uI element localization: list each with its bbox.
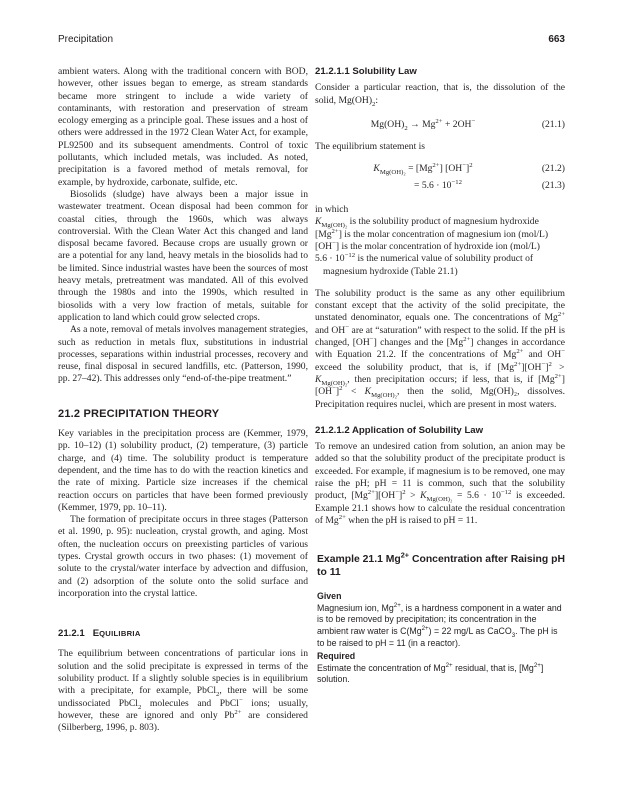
example-body <box>317 591 565 686</box>
definition: $K_{Mg(OH)_2}$ is the solubility product of magnesium hydroxide <box>315 216 539 230</box>
paragraph: To remove an undesired cation from solution, an anion may be added so that the solubility product of the precipitate product is exceeded. For example, if magnesium is to be removed, one may raise the pH; pH = 11 is common, such that the solubility product, $[Mg^{2+}][OH^-]^2 > K_{Mg(OH)_2} = 5.6 \cdot 10^{-12}$ is exceeded. Example 21.1 shows how to calculate the residual concentration of $Mg^{2+}$ when the pH is raised to pH = 11. <box>315 441 566 526</box>
paragraph: The formation of precipitate occurs in three stages (Patterson et al. 1990, p. 95): nucleation, crystal growth, and aging. Most often, the nucleation occurs on preexisting particles of various types. Crystal growth occurs in two phases: (1) movement of solute to the crystal/water interface by advection and diffusion, and (2) adsorption of the solute onto the solid surface and incorporation into the crystal lattice. <box>58 514 308 599</box>
required-label: Required <box>317 651 356 662</box>
running-title: Precipitation <box>58 34 114 45</box>
right-column <box>315 66 565 686</box>
equation-21-2: $K_{Mg(OH)_2} = [Mg^{2+}]$ $[OH^-]^2$ (21.2) <box>373 162 565 177</box>
given-label: Given <box>317 591 342 602</box>
definitions-list <box>315 216 565 277</box>
paragraph: Consider a particular reaction, that is, the dissolution of the solid, $Mg(OH)_2$: <box>315 82 565 108</box>
definition: [OH−] is the molar concentration of hydroxide ion (mol/L) <box>315 239 540 252</box>
paragraph: ambient waters. Along with the traditional concern with BOD, however, other issues began to emerge, as stream standards became more stringent to include a wide variety of contaminants, with restoration and preservation of stream ecology emerging as a principle goal. These issues and a host of others were addressed in the 1972 Clean Water Act, for example, PL92500 and its subsequent amendments. Control of toxic pollutants, which included metals, was included. As noted, precipitation is a favored method of metals removal, for example, by hydroxide, carbonate, sulfide, etc. <box>58 66 308 188</box>
paragraph: The solubility product is the same as any other equilibrium constant except that the activity of the solid precipitate, the unstated denominator, equals one. The concentrations of $Mg^{2+}$ and OH− are at “saturation” with respect to the solid. If the pH is changed, [OH−] changes and the $[Mg^{2+}]$ changes in accordance with Equation 21.2. If the concentrations of $Mg^{2+}$ and OH− exceed the solubility product, that is, if $[Mg^{2+}][OH^-]^2 > K_{Mg(OH)_2}$, then precipitation occurs; if less, that is, if $[Mg^{2+}][OH^-]^2 < K_{Mg(OH)_2}$, then the solid, Mg(OH)₂, dissolves. Precipitation requires nuclei, which are present in most waters. <box>315 287 566 410</box>
subsubsection-heading: 21.2.1.1 Solubility Law <box>315 66 417 77</box>
paragraph: The equilibrium between concentrations of particular ions in solution and the solid precipitate is expressed in terms of the solubility product. If a slightly soluble species is in equilibrium with a precipitate, for example, PbCl$_2$, there will be some undissociated PbCl$_2$ molecules and PbCl− ions; usually, however, these are ignored and only $Pb^{2+}$ are considered (Silberberg, 1996, p. 803). <box>58 648 309 734</box>
paragraph: As a note, removal of metals involves management strategies, such as reduction in metals flux, substitutions in industrial processes, separations within industrial processes, recovery and reuse, final disposal in secured landfills, etc. (Patterson, 1990, pp. 27–42). This addresses only “end-of-the-pipe treatment.” <box>58 324 308 385</box>
page-number: 663 <box>548 34 565 45</box>
equation-number: (21.3) <box>541 179 565 191</box>
paragraph: Key variables in the precipitation process are (Kemmer, 1979, pp. 10–12) (1) solubility product, (2) temperature, (3) particle charge, and (4) time. The solubility product is temperature dependent, and the time has to do with the reaction kinetics and the rate of mixing. Particle size increases if the chemical reaction occurs on particles that have been formed previously (Kemmer, 1979, pp. 10–11). <box>58 428 308 513</box>
equation-21-1: $Mg(OH)_2 \to Mg^{2+} + 2OH^-$ (21.1) <box>370 117 565 132</box>
section-heading: 21.2 PRECIPITATION THEORY <box>58 407 220 420</box>
equation-number: (21.1) <box>541 118 565 130</box>
paragraph: The equilibrium statement is <box>315 141 426 153</box>
paragraph: in which <box>315 204 349 216</box>
subsubsection-heading: 21.2.1.2 Application of Solubility Law <box>315 424 484 436</box>
left-column <box>58 66 308 735</box>
equation-21-3: = $5.6 \cdot 10^{-12}$ (21.3) <box>414 178 565 191</box>
example-text: Magnesium ion, $Mg^{2+}$, is a hardness component in a water and is to be removed by precipitation; its concentration in the ambient raw water is $C(Mg^{2+}) = 22$ mg/L as CaCO$_3$. The pH is to be raised to pH = 11 (in a reactor). <box>317 601 562 648</box>
subsection-heading: 21.2.1 EQUILIBRIA <box>58 628 141 640</box>
example-text: Estimate the concentration of $Mg^{2+}$ residual, that is, $[Mg^{2+}]$ solution. <box>317 661 544 685</box>
paragraph: Biosolids (sludge) have always been a major issue in wastewater treatment. Ocean disposal had been common for coastal cities, through the 1960s, which was always controversial. With the Clean Water Act this changed and land disposal became favored. Because crops are usually grown or are a potential for any land, heavy metals in the biosolids had to be limited. Since industrial wastes have been the sources of most heavy metals, pretreatment was mandated. All of this evolved through the 1980s and into the 1990s, which resulted in biosolids with a very low fraction of metals, suitable for application to land which could grow selected crops. <box>58 188 308 323</box>
definition: $[Mg^{2+}]$ is the molar concentration of magnesium ion (mol/L) <box>315 227 549 240</box>
example-title: Example 21.1 $Mg^{2+}$ Concentration after Raising pH to 11 <box>317 550 565 579</box>
equation-number: (21.2) <box>541 163 565 175</box>
definition: $5.6 \cdot 10^{-12}$ is the numerical value of solubility product of magnesium hydroxide (Table 21.1) <box>315 252 534 277</box>
